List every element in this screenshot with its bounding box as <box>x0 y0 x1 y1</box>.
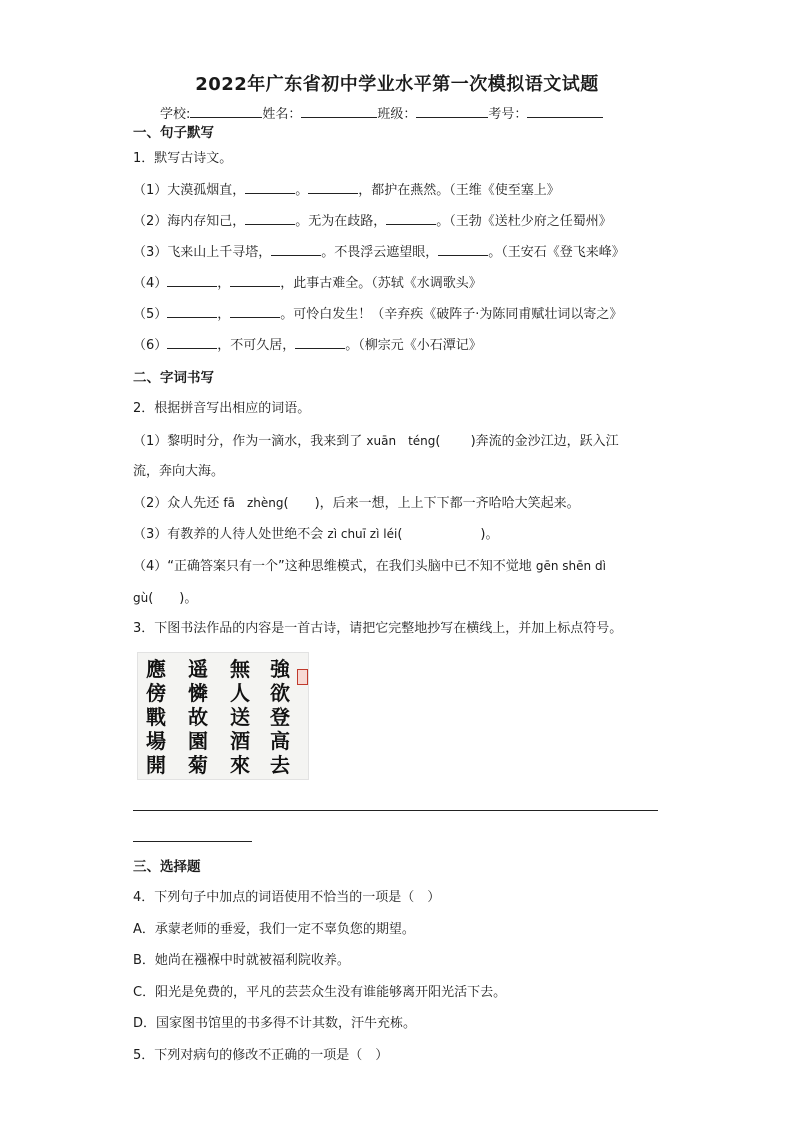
pinyin: gēn shēn dì <box>535 559 606 573</box>
calligraphy-char: 來 <box>230 753 250 777</box>
class-label: 班级： <box>377 107 417 122</box>
exam-title: 2022年广东省初中学业水平第一次模拟语文试题 <box>195 74 599 95</box>
answer-blank[interactable] <box>438 243 488 256</box>
exam-no-blank[interactable] <box>527 105 603 118</box>
calligraphy-column <box>222 657 258 777</box>
school-label: 学校: <box>160 107 191 122</box>
q1-item-text: （5） <box>133 307 168 322</box>
q1-item-6 <box>133 336 482 355</box>
student-info-line <box>160 103 603 122</box>
calligraphy-char: 無 <box>230 657 250 681</box>
answer-blank[interactable] <box>167 274 217 287</box>
q1-item-4 <box>133 274 482 293</box>
q1-item-text: ， <box>217 307 231 322</box>
calligraphy-char: 故 <box>188 705 208 729</box>
q2-item-2 <box>133 494 580 513</box>
calligraphy-char: 菊 <box>188 753 208 777</box>
answer-blank[interactable] <box>245 212 295 225</box>
calligraphy-char: 場 <box>146 729 166 753</box>
calligraphy-char: 送 <box>230 705 250 729</box>
calligraphy-char: 應 <box>146 657 166 681</box>
question-4: 4．下列句子中加点的词语使用不恰当的一项是（ ） <box>133 890 441 905</box>
pinyin: xuān téng <box>366 434 436 448</box>
q2-text: ( )奔流的金沙江边，跃入江 <box>435 434 619 449</box>
question-1: 1．默写古诗文。 <box>133 151 233 166</box>
q4-option-c[interactable]: C．阳光是免费的，平凡的芸芸众生没有谁能够离开阳光活下去。 <box>133 985 507 1000</box>
q2-text: （3）有教养的人待人处世绝不会 <box>133 527 328 542</box>
q1-item-text: ，都护在燕然。（王维《使至塞上》 <box>358 183 560 198</box>
calligraphy-column <box>262 657 298 777</box>
q1-item-3 <box>133 243 625 262</box>
answer-blank[interactable] <box>271 243 321 256</box>
calligraphy-char: 欲 <box>270 681 290 705</box>
answer-blank[interactable] <box>386 212 436 225</box>
q2-text: （1）黎明时分，作为一滴水，我来到了 <box>133 434 367 449</box>
calligraphy-image <box>137 652 309 780</box>
name-blank[interactable] <box>301 105 377 118</box>
calligraphy-column <box>180 657 216 777</box>
calligraphy-char: 戰 <box>146 705 166 729</box>
q2-text: （4）“正确答案只有一个”这种思维模式，在我们头脑中已不知不觉地 <box>133 559 536 574</box>
question-3: 3．下图书法作品的内容是一首古诗，请把它完整地抄写在横线上，并加上标点符号。 <box>133 621 623 636</box>
q1-item-text: ，此事古难全。（苏轼《水调歌头》 <box>280 276 482 291</box>
calligraphy-column <box>138 657 174 777</box>
q1-item-text: （1）大漠孤烟直， <box>133 183 246 198</box>
calligraphy-char: 傍 <box>146 681 166 705</box>
calligraphy-char: 登 <box>270 705 290 729</box>
calligraphy-char: 憐 <box>188 681 208 705</box>
q4-option-b[interactable]: B．她尚在襁褓中时就被福利院收养。 <box>133 953 350 968</box>
school-blank[interactable] <box>190 105 262 118</box>
q2-text: ( )。 <box>148 591 198 606</box>
q1-item-text: （4） <box>133 276 168 291</box>
q1-item-text: （6） <box>133 338 168 353</box>
q2-item-1-cont: 流，奔向大海。 <box>133 464 225 479</box>
section-heading-1: 一、句子默写 <box>133 125 214 141</box>
q2-item-4 <box>133 557 606 576</box>
q4-option-a[interactable]: A．承蒙老师的垂爱，我们一定不辜负您的期望。 <box>133 922 415 937</box>
pinyin: fā zhèng <box>223 496 284 510</box>
calligraphy-char: 強 <box>270 657 290 681</box>
section-heading-3: 三、选择题 <box>133 859 201 875</box>
answer-blank[interactable] <box>230 274 280 287</box>
q2-item-1 <box>133 432 619 451</box>
q1-item-text: ， <box>217 276 231 291</box>
q2-text: ( )。 <box>397 527 499 542</box>
q2-text: （2）众人先还 <box>133 496 224 511</box>
calligraphy-char: 高 <box>270 729 290 753</box>
section-heading-2: 二、字词书写 <box>133 370 214 386</box>
q1-item-text: （3）飞来山上千寻塔， <box>133 245 272 260</box>
q2-item-4-cont <box>133 589 197 608</box>
pinyin: zì chuī zì léi <box>327 527 398 541</box>
q1-item-2 <box>133 212 612 231</box>
q4-option-d[interactable]: D．国家图书馆里的书多得不计其数，汗牛充栋。 <box>133 1016 417 1031</box>
q2-text: ( )，后来一想，上上下下都一齐哈哈大笑起来。 <box>283 496 580 511</box>
q1-item-1 <box>133 181 560 200</box>
question-2: 2．根据拼音写出相应的词语。 <box>133 401 311 416</box>
class-blank[interactable] <box>416 105 488 118</box>
calligraphy-char: 去 <box>270 753 290 777</box>
answer-blank[interactable] <box>230 305 280 318</box>
answer-blank[interactable] <box>167 336 217 349</box>
q1-item-text: 。无为在歧路， <box>295 214 387 229</box>
answer-line-1[interactable] <box>133 810 658 811</box>
answer-blank[interactable] <box>295 336 345 349</box>
q1-item-text: 。（王安石《登飞来峰》 <box>488 245 625 260</box>
q1-item-text: 。（王勃《送杜少府之任蜀州》 <box>436 214 612 229</box>
question-5: 5．下列对病句的修改不正确的一项是（ ） <box>133 1048 389 1063</box>
pinyin: gù <box>133 591 149 605</box>
q2-item-3 <box>133 525 498 544</box>
q1-item-text: 。可怜白发生！（辛弃疾《破阵子·为陈同甫赋壮词以寄之》 <box>280 307 623 322</box>
calligraphy-char: 酒 <box>230 729 250 753</box>
answer-blank[interactable] <box>167 305 217 318</box>
answer-line-2[interactable] <box>133 841 252 842</box>
calligraphy-char: 人 <box>230 681 250 705</box>
exam-no-label: 考号： <box>488 107 528 122</box>
calligraphy-char: 園 <box>188 729 208 753</box>
name-label: 姓名： <box>262 107 302 122</box>
q1-item-text: ，不可久居， <box>217 338 296 353</box>
calligraphy-char: 遥 <box>188 657 208 681</box>
q1-item-text: （2）海内存知己， <box>133 214 246 229</box>
red-seal-stamp <box>297 669 308 685</box>
answer-blank[interactable] <box>308 181 358 194</box>
q1-item-text: 。不畏浮云遮望眼， <box>321 245 439 260</box>
answer-blank[interactable] <box>245 181 295 194</box>
q1-item-5 <box>133 305 622 324</box>
q1-item-text: 。 <box>295 183 309 198</box>
calligraphy-char: 開 <box>146 753 166 777</box>
q1-item-text: 。（柳宗元《小石潭记》 <box>345 338 482 353</box>
